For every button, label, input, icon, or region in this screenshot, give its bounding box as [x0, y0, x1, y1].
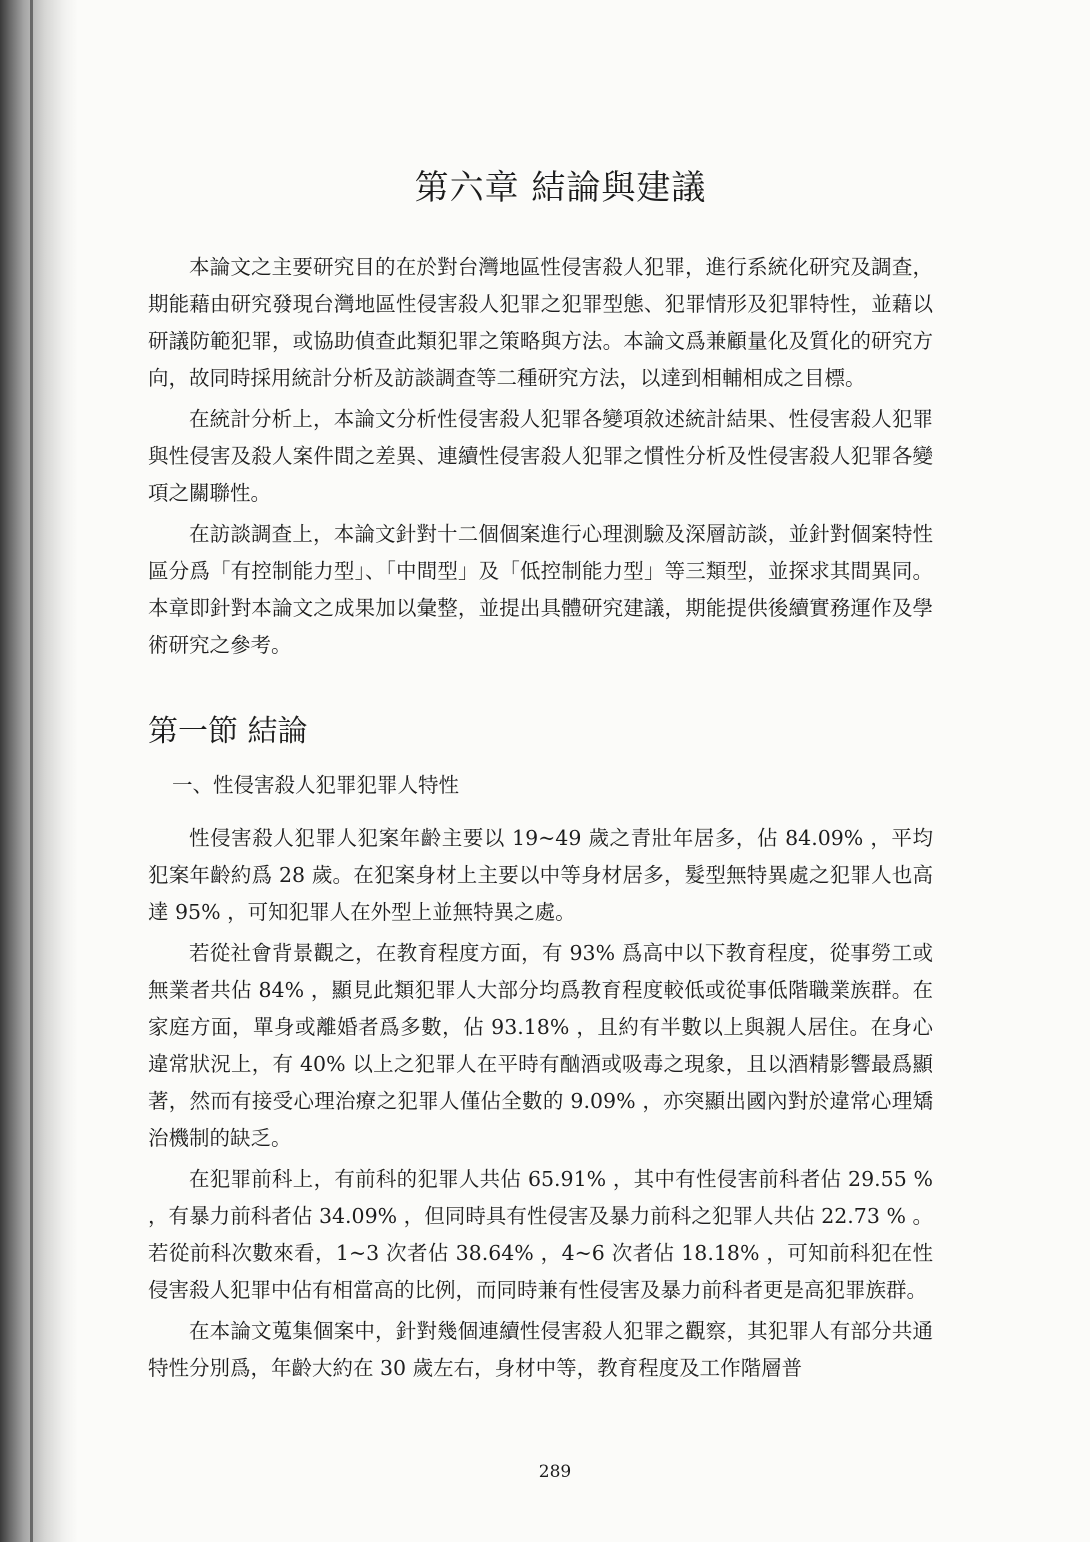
intro-paragraph-3: 在訪談調查上，本論文針對十二個個案進行心理測驗及深層訪談，並針對個案特性區分爲「有控制能力型」、「中間型」及「低控制能力型」等三類型，並探求其間異同。本章即針對本論文之成果加以彙整，並提出具體研究建議，期能提供後續實務運作及學術研究之參考。 [148, 522, 933, 657]
binding-edge [30, 0, 33, 1542]
intro-paragraph-1: 本論文之主要研究目的在於對台灣地區性侵害殺人犯罪，進行系統化研究及調查，期能藉由研究發現台灣地區性侵害殺人犯罪之犯罪型態、犯罪情形及犯罪特性，並藉以研議防範犯罪，或協助偵查此類犯罪之策略與方法。本論文爲兼顧量化及質化的研究方向，故同時採用統計分析及訪談調查等二種研究方法，以達到相輔相成之目標。 [148, 255, 933, 390]
chapter-title: 第六章 結論與建議 [414, 168, 707, 208]
page-content [148, 160, 933, 1387]
subsection-title: 一、性侵害殺人犯罪犯罪人特性 [172, 773, 459, 797]
section-paragraph-3: 在犯罪前科上，有前科的犯罪人共佔 65.91% ，其中有性侵害前科者佔 29.55 % ，有暴力前科者佔 34.09% ，但同時具有性侵害及暴力前科之犯罪人共佔 22.73 % 。若從前科次數來看，1~3 次者佔 38.64% ，4~6 次者佔 18.18% ，可知前科犯在性侵害殺人犯罪中佔有相當高的比例，而同時兼有性侵害及暴力前科者更是高犯罪族群。 [148, 1167, 933, 1302]
section-title: 第一節 結論 [148, 714, 308, 749]
page-number: 289 [538, 1462, 572, 1482]
section-paragraph-4: 在本論文蒐集個案中，針對幾個連續性侵害殺人犯罪之觀察，其犯罪人有部分共通特性分別爲，年齡大約在 30 歲左右，身材中等，教育程度及工作階層普 [148, 1319, 933, 1380]
section-paragraph-1: 性侵害殺人犯罪人犯案年齡主要以 19~49 歲之青壯年居多，佔 84.09% ，平均犯案年齡約爲 28 歲。在犯案身材上主要以中等身材居多，髮型無特異處之犯罪人也高達 95% ，可知犯罪人在外型上並無特異之處。 [148, 826, 933, 924]
section-paragraph-2: 若從社會背景觀之，在教育程度方面，有 93% 爲高中以下教育程度，從事勞工或無業者共佔 84% ，顯見此類犯罪人大部分均爲教育程度較低或從事低階職業族群。在家庭方面，單身或離婚者爲多數，佔 93.18% ，且約有半數以上與親人居住。在身心違常狀況上，有 40% 以上之犯罪人在平時有酗酒或吸毒之現象，且以酒精影響最爲顯著，然而有接受心理治療之犯罪人僅佔全數的 9.09% ，亦突顯出國內對於違常心理矯治機制的缺乏。 [148, 941, 933, 1150]
intro-paragraph-2: 在統計分析上，本論文分析性侵害殺人犯罪各變項敘述統計結果、性侵害殺人犯罪與性侵害及殺人案件間之差異、連續性侵害殺人犯罪之慣性分析及性侵害殺人犯罪各變項之關聯性。 [148, 407, 933, 505]
binding-shadow [0, 0, 78, 1542]
